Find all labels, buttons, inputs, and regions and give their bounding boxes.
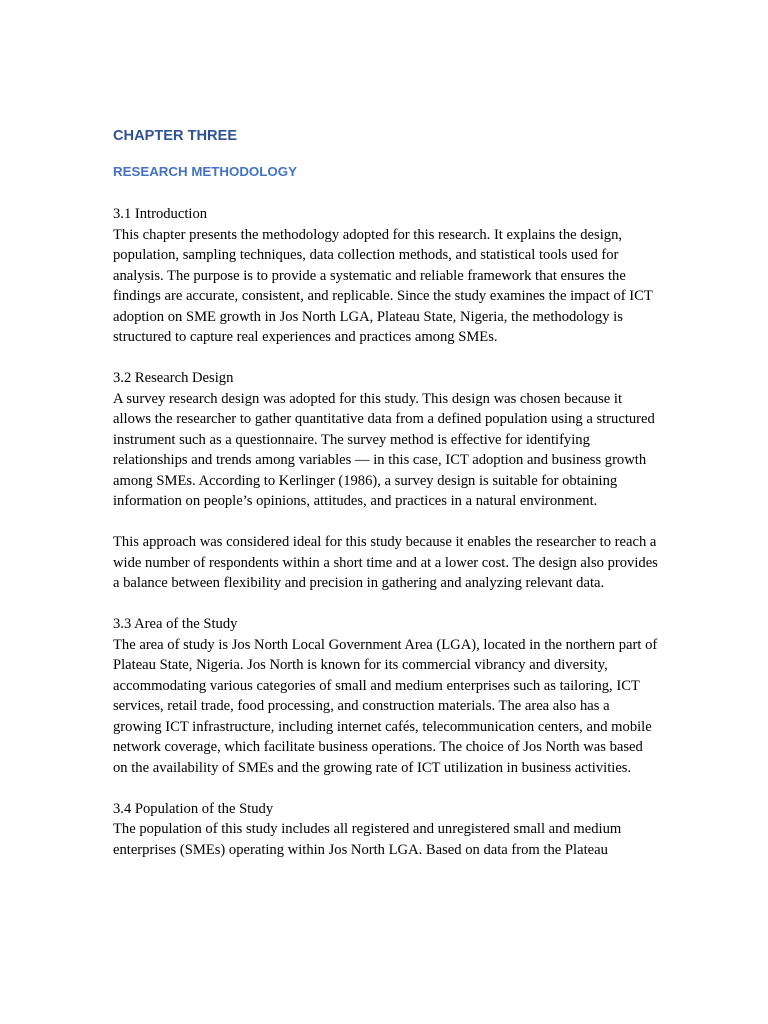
document-body [113, 126, 658, 881]
section-heading: 3.3 Area of the Study [113, 616, 238, 632]
chapter-title: CHAPTER THREE [113, 128, 238, 144]
section-research-design [113, 368, 658, 594]
section-population [113, 799, 658, 861]
paragraph: This approach was considered ideal for this study because it enables the researcher to reach a wide number of respondents within a short time and at a lower cost. The design also provides a balance between flexibility and precision in gathering and analyzing relevant data. [113, 534, 658, 591]
section-area-of-study [113, 614, 658, 778]
section-heading: 3.4 Population of the Study [113, 800, 274, 817]
chapter-subtitle: RESEARCH METHODOLOGY [113, 164, 297, 179]
paragraph: This chapter presents the methodology adopted for this research. It explains the design, population, sampling techniques, data collection methods, and statistical tools used for analysis. The purpose is to provide a systematic and reliable framework that ensures the findings are accurate, consistent, and replicable. Since the study examines the impact of ICT adoption on SME growth in Jos North LGA, Plateau State, Nigeria, the methodology is structured to capture real experiences and practices among SMEs. [113, 226, 653, 345]
paragraph: A survey research design was adopted for this study. This design was chosen because it allows the researcher to gather quantitative data from a defined population using a structured instrument such as a questionnaire. The survey method is effective for identifying relationships and trends among variables — in this case, ICT adoption and business growth among SMEs. According to Kerlinger (1986), a survey design is suitable for obtaining information on people’s opinions, attitudes, and practices in a natural environment. [113, 390, 655, 509]
section-introduction [113, 204, 658, 348]
section-heading: 3.1 Introduction [113, 206, 208, 222]
section-heading: 3.2 Research Design [113, 370, 234, 386]
paragraph: The population of this study includes all registered and unregistered small and medium enterprises (SMEs) operating within Jos North LGA. Based on data from the Plateau [113, 821, 622, 858]
paragraph: The area of study is Jos North Local Government Area (LGA), located in the northern part of Plateau State, Nigeria. Jos North is known for its commercial vibrancy and diversity, accommodating various categories of small and medium enterprises such as tailoring, ICT services, retail trade, food processing, and construction materials. The area also has a growing ICT infrastructure, including internet cafés, telecommunication centers, and mobile network coverage, which facilitate business operations. The choice of Jos North was based on the availability of SMEs and the growing rate of ICT utilization in business activities. [113, 636, 658, 776]
